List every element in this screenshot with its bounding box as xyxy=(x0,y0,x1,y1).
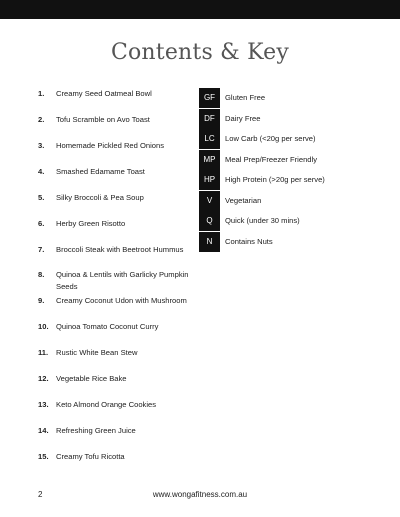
key-row xyxy=(199,211,369,231)
key-row xyxy=(199,150,369,170)
item-title: Quinoa & Lentils with Garlicky Pumpkin Seeds xyxy=(56,270,189,291)
item-title: Creamy Coconut Udon with Mushroom xyxy=(56,296,187,305)
key-label: Quick (under 30 mins) xyxy=(225,216,300,225)
key-label: Dairy Free xyxy=(225,113,261,123)
item-title: Homemade Pickled Red Onions xyxy=(56,141,165,150)
key-row xyxy=(199,232,369,252)
item-number: 12. xyxy=(38,374,49,383)
contents-item xyxy=(38,425,198,437)
contents-item xyxy=(38,140,198,152)
contents-item xyxy=(38,295,198,307)
contents-item xyxy=(38,218,198,230)
contents-item xyxy=(38,166,198,178)
key-row xyxy=(199,109,369,129)
key-label: Vegetarian xyxy=(225,195,262,205)
item-number: 5. xyxy=(38,193,45,202)
page-title: Contents & Key xyxy=(110,40,290,65)
key-badge: HP xyxy=(199,170,220,190)
page-number: 2 xyxy=(38,490,43,499)
item-title: Silky Broccoli & Pea Soup xyxy=(56,193,144,202)
item-number: 9. xyxy=(38,296,45,305)
item-title: Tofu Scramble on Avo Toast xyxy=(56,115,150,124)
contents-item xyxy=(38,269,198,292)
contents-item xyxy=(38,451,198,463)
item-title: Refreshing Green Juice xyxy=(56,426,136,435)
key-row xyxy=(199,191,369,211)
key-badge: N xyxy=(199,232,220,252)
key-row xyxy=(199,88,369,108)
item-number: 7. xyxy=(38,245,45,254)
item-title: Keto Almond Orange Cookies xyxy=(56,400,157,409)
key-label: Low Carb (<20g per serve) xyxy=(225,134,316,143)
item-number: 13. xyxy=(38,400,49,409)
item-title: Creamy Tofu Ricotta xyxy=(56,452,125,461)
key-badge: LC xyxy=(199,129,220,149)
key-badge: GF xyxy=(199,88,220,108)
key-label: Meal Prep/Freezer Friendly xyxy=(225,154,318,164)
key-label: Gluten Free xyxy=(225,93,266,102)
item-number: 11. xyxy=(38,348,49,357)
item-title: Rustic White Bean Stew xyxy=(56,348,138,357)
key-label: Contains Nuts xyxy=(225,236,273,246)
key-badge: Q xyxy=(199,211,220,231)
key-row xyxy=(199,129,369,149)
item-number: 4. xyxy=(38,167,45,176)
key-badge: DF xyxy=(199,109,220,129)
item-number: 14. xyxy=(38,426,49,435)
item-title: Herby Green Risotto xyxy=(56,219,126,228)
item-number: 6. xyxy=(38,219,45,228)
key-badge: V xyxy=(199,191,220,211)
key-label: High Protein (>20g per serve) xyxy=(225,175,325,184)
contents-item xyxy=(38,347,198,359)
key-row xyxy=(199,170,369,190)
footer-website: www.wongafitness.com.au xyxy=(152,490,248,499)
item-title: Creamy Seed Oatmeal Bowl xyxy=(56,89,152,98)
contents-item xyxy=(38,114,198,126)
top-bar xyxy=(0,0,400,19)
contents-item xyxy=(38,399,198,411)
contents-item xyxy=(38,88,198,100)
item-title: Broccoli Steak with Beetroot Hummus xyxy=(56,245,184,254)
item-title: Quinoa Tomato Coconut Curry xyxy=(56,322,159,331)
item-number: 10. xyxy=(38,322,49,331)
item-title: Smashed Edamame Toast xyxy=(56,167,145,176)
item-number: 15. xyxy=(38,452,49,461)
item-title: Vegetable Rice Bake xyxy=(56,374,127,383)
contents-item xyxy=(38,244,198,256)
item-number: 8. xyxy=(38,270,45,279)
key-badge: MP xyxy=(199,150,220,170)
item-number: 1. xyxy=(38,89,45,98)
contents-item xyxy=(38,373,198,385)
item-number: 3. xyxy=(38,141,45,150)
item-number: 2. xyxy=(38,115,45,124)
contents-item xyxy=(38,321,198,333)
contents-item xyxy=(38,192,198,204)
